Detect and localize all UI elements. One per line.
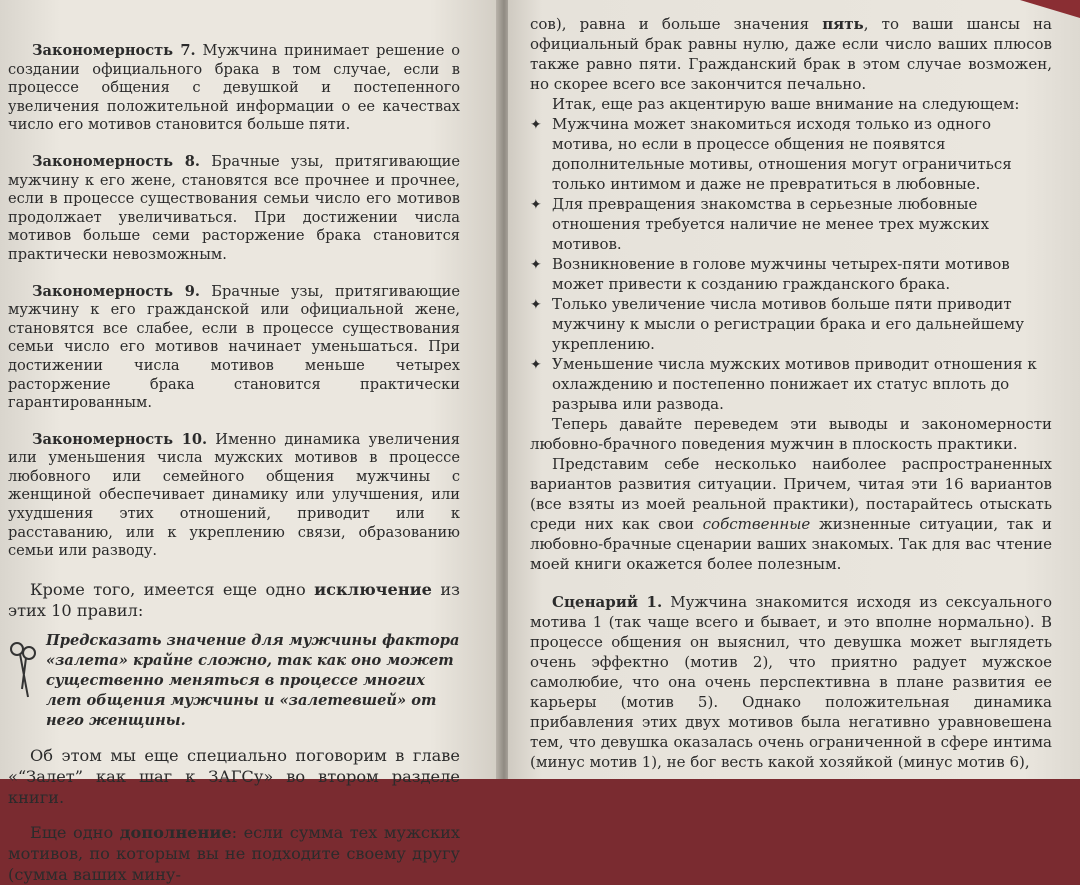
pin-icon <box>8 639 38 701</box>
list-item <box>530 114 1052 194</box>
rule-8-label: Закономерность 8. <box>32 152 201 170</box>
addition-paragraph <box>8 822 460 885</box>
left-page <box>0 0 500 884</box>
rule-10 <box>8 431 460 561</box>
exception-paragraph <box>8 579 460 621</box>
intro-paragraph <box>530 14 1052 94</box>
bullet-icon: ✦ <box>530 117 542 133</box>
rule-10-text: Именно динамика увеличения или уменьшения числа мужских мотивов в процессе любовного или семейного общения мужчины с женщиной обеспечивает динамику или улучшения, или ухудшения этих отношений, приводит или к расставанию, или к укреплению связи, образованию семьи или разводу. <box>8 430 460 560</box>
rule-7 <box>8 42 460 135</box>
bullet-list <box>530 114 1052 414</box>
bullet-icon: ✦ <box>530 297 542 313</box>
variants-before: Представим себе несколько наиболее распространенных вариантов развития ситуации. Причем, читая эти 16 вариантов (все взяты из моей реальной практики), постарайтесь отыскать среди них как свои <box>530 455 1052 533</box>
bullet-text: Только увеличение числа мотивов больше пяти приводит мужчину к мысли о регистрации брака и его дальнейшему укреплению. <box>552 295 1025 353</box>
bullet-icon: ✦ <box>530 197 542 213</box>
bullet-icon: ✦ <box>530 357 542 373</box>
bullet-text: Для превращения знакомства в серьезные любовные отношения требуется наличие не менее трех мужских мотивов. <box>552 195 990 253</box>
chapter-note: Об этом мы еще специально поговорим в главе «“Залет” как шаг к ЗАГСу» во втором разделе книги. <box>8 745 460 807</box>
rule-9 <box>8 283 460 413</box>
practice-paragraph: Теперь давайте переведем эти выводы и закономерности любовно-брачного поведения мужчин в плоскость практики. <box>530 415 1052 453</box>
focus-paragraph: Итак, еще раз акцентирую ваше внимание на следующем: <box>552 95 1020 113</box>
emphasis-block <box>8 631 460 731</box>
variants-italic: собственные <box>702 515 811 533</box>
bullet-text: Мужчина может знакомиться исходя только из одного мотива, но если в процессе общения не появятся дополнительные мотивы, отношения могут ограничиться только интимом и даже не превратиться в любовные. <box>552 115 1012 193</box>
rule-7-label: Закономерность 7. <box>32 42 196 59</box>
bullet-icon: ✦ <box>530 257 542 273</box>
scenario-1 <box>530 592 1052 772</box>
rule-9-text: Брачные узы, притягивающие мужчину к его гражданской или официальной жене, становятся все слабее, если в процессе существования семьи число его мотивов начинает уменьшаться. При достижении числа мотивов меньше четырех расторжение брака становится практически гарантированным. <box>8 282 460 412</box>
rule-10-label: Закономерность 10. <box>32 430 208 448</box>
intro-after: , то ваши шансы на официальный брак равны нулю, даже если число ваших плюсов также равно пяти. Гражданский брак в этом случае возможен, но скорее всего все закончится печально. <box>530 15 1052 93</box>
addition-keyword: дополнение <box>119 822 232 842</box>
rule-8 <box>8 153 460 265</box>
rule-8-text: Брачные узы, притягивающие мужчину к его жене, становятся все прочнее и прочнее, если в процессе существования семьи число его мотивов продолжает увеличиваться. При достижении числа мотивов больше семи расторжение брака становится практически невозможным. <box>8 152 460 263</box>
list-item <box>530 354 1052 414</box>
variants-paragraph <box>530 454 1052 574</box>
background-corner <box>1020 0 1080 18</box>
scenario-1-label: Сценарий 1. <box>552 593 663 611</box>
intro-keyword: пять <box>822 15 864 33</box>
bullet-text: Возникновение в голове мужчины четырех-пяти мотивов может привести к созданию гражданского брака. <box>552 255 1010 293</box>
exception-keyword: исключение <box>314 579 432 599</box>
list-item <box>530 254 1052 294</box>
bullet-text: Уменьшение числа мужских мотивов приводит отношения к охлаждению и постепенно понижает их статус вплоть до разрыва или развода. <box>552 355 1037 413</box>
right-page <box>508 0 1080 779</box>
rule-7-text: Мужчина принимает решение о создании официального брака в том случае, если в процессе общения с девушкой и постепенного увеличения положительной информации о ее качествах число его мотивов становится больше пяти. <box>8 42 461 134</box>
emphasis-text: Предсказать значение для мужчины фактора «залета» крайне сложно, так как оно может существенно меняться в процессе многих лет общения мужчины и «залетевшей» от него женщины. <box>46 631 460 729</box>
intro-before: сов), равна и больше значения <box>530 15 823 33</box>
list-item <box>530 194 1052 254</box>
exception-after: из этих 10 правил: <box>8 579 461 620</box>
rule-9-label: Закономерность 9. <box>32 282 201 300</box>
variants-after: жизненные ситуации, так и любовно-брачные сценарии ваших знакомых. Так для вас чтение моей книги окажется более полезным. <box>530 515 1052 573</box>
addition-after: : если сумма тех мужских мотивов, по которым вы не подходите своему другу (сумма ваших мину- <box>8 822 460 884</box>
list-item <box>530 294 1052 354</box>
exception-before: Кроме того, имеется еще одно <box>30 579 315 599</box>
addition-before: Еще одно <box>30 822 120 842</box>
scenario-1-text: Мужчина знакомится исходя из сексуального мотива 1 (так чаще всего и бывает, и это вполне нормально). В процессе общения он выяснил, что девушка может выглядеть очень эффектно (мотив 2), что приятно радует мужское самолюбие, что она очень перспективна в плане развития ее карьеры (мотив 5). Однако положительная динамика прибавления этих двух мотивов была негативно уравновешена тем, что девушка оказалась очень ограниченной в сфере интима (минус мотив 1), не бог весть какой хозяйкой (минус мотив 6), <box>530 593 1052 771</box>
